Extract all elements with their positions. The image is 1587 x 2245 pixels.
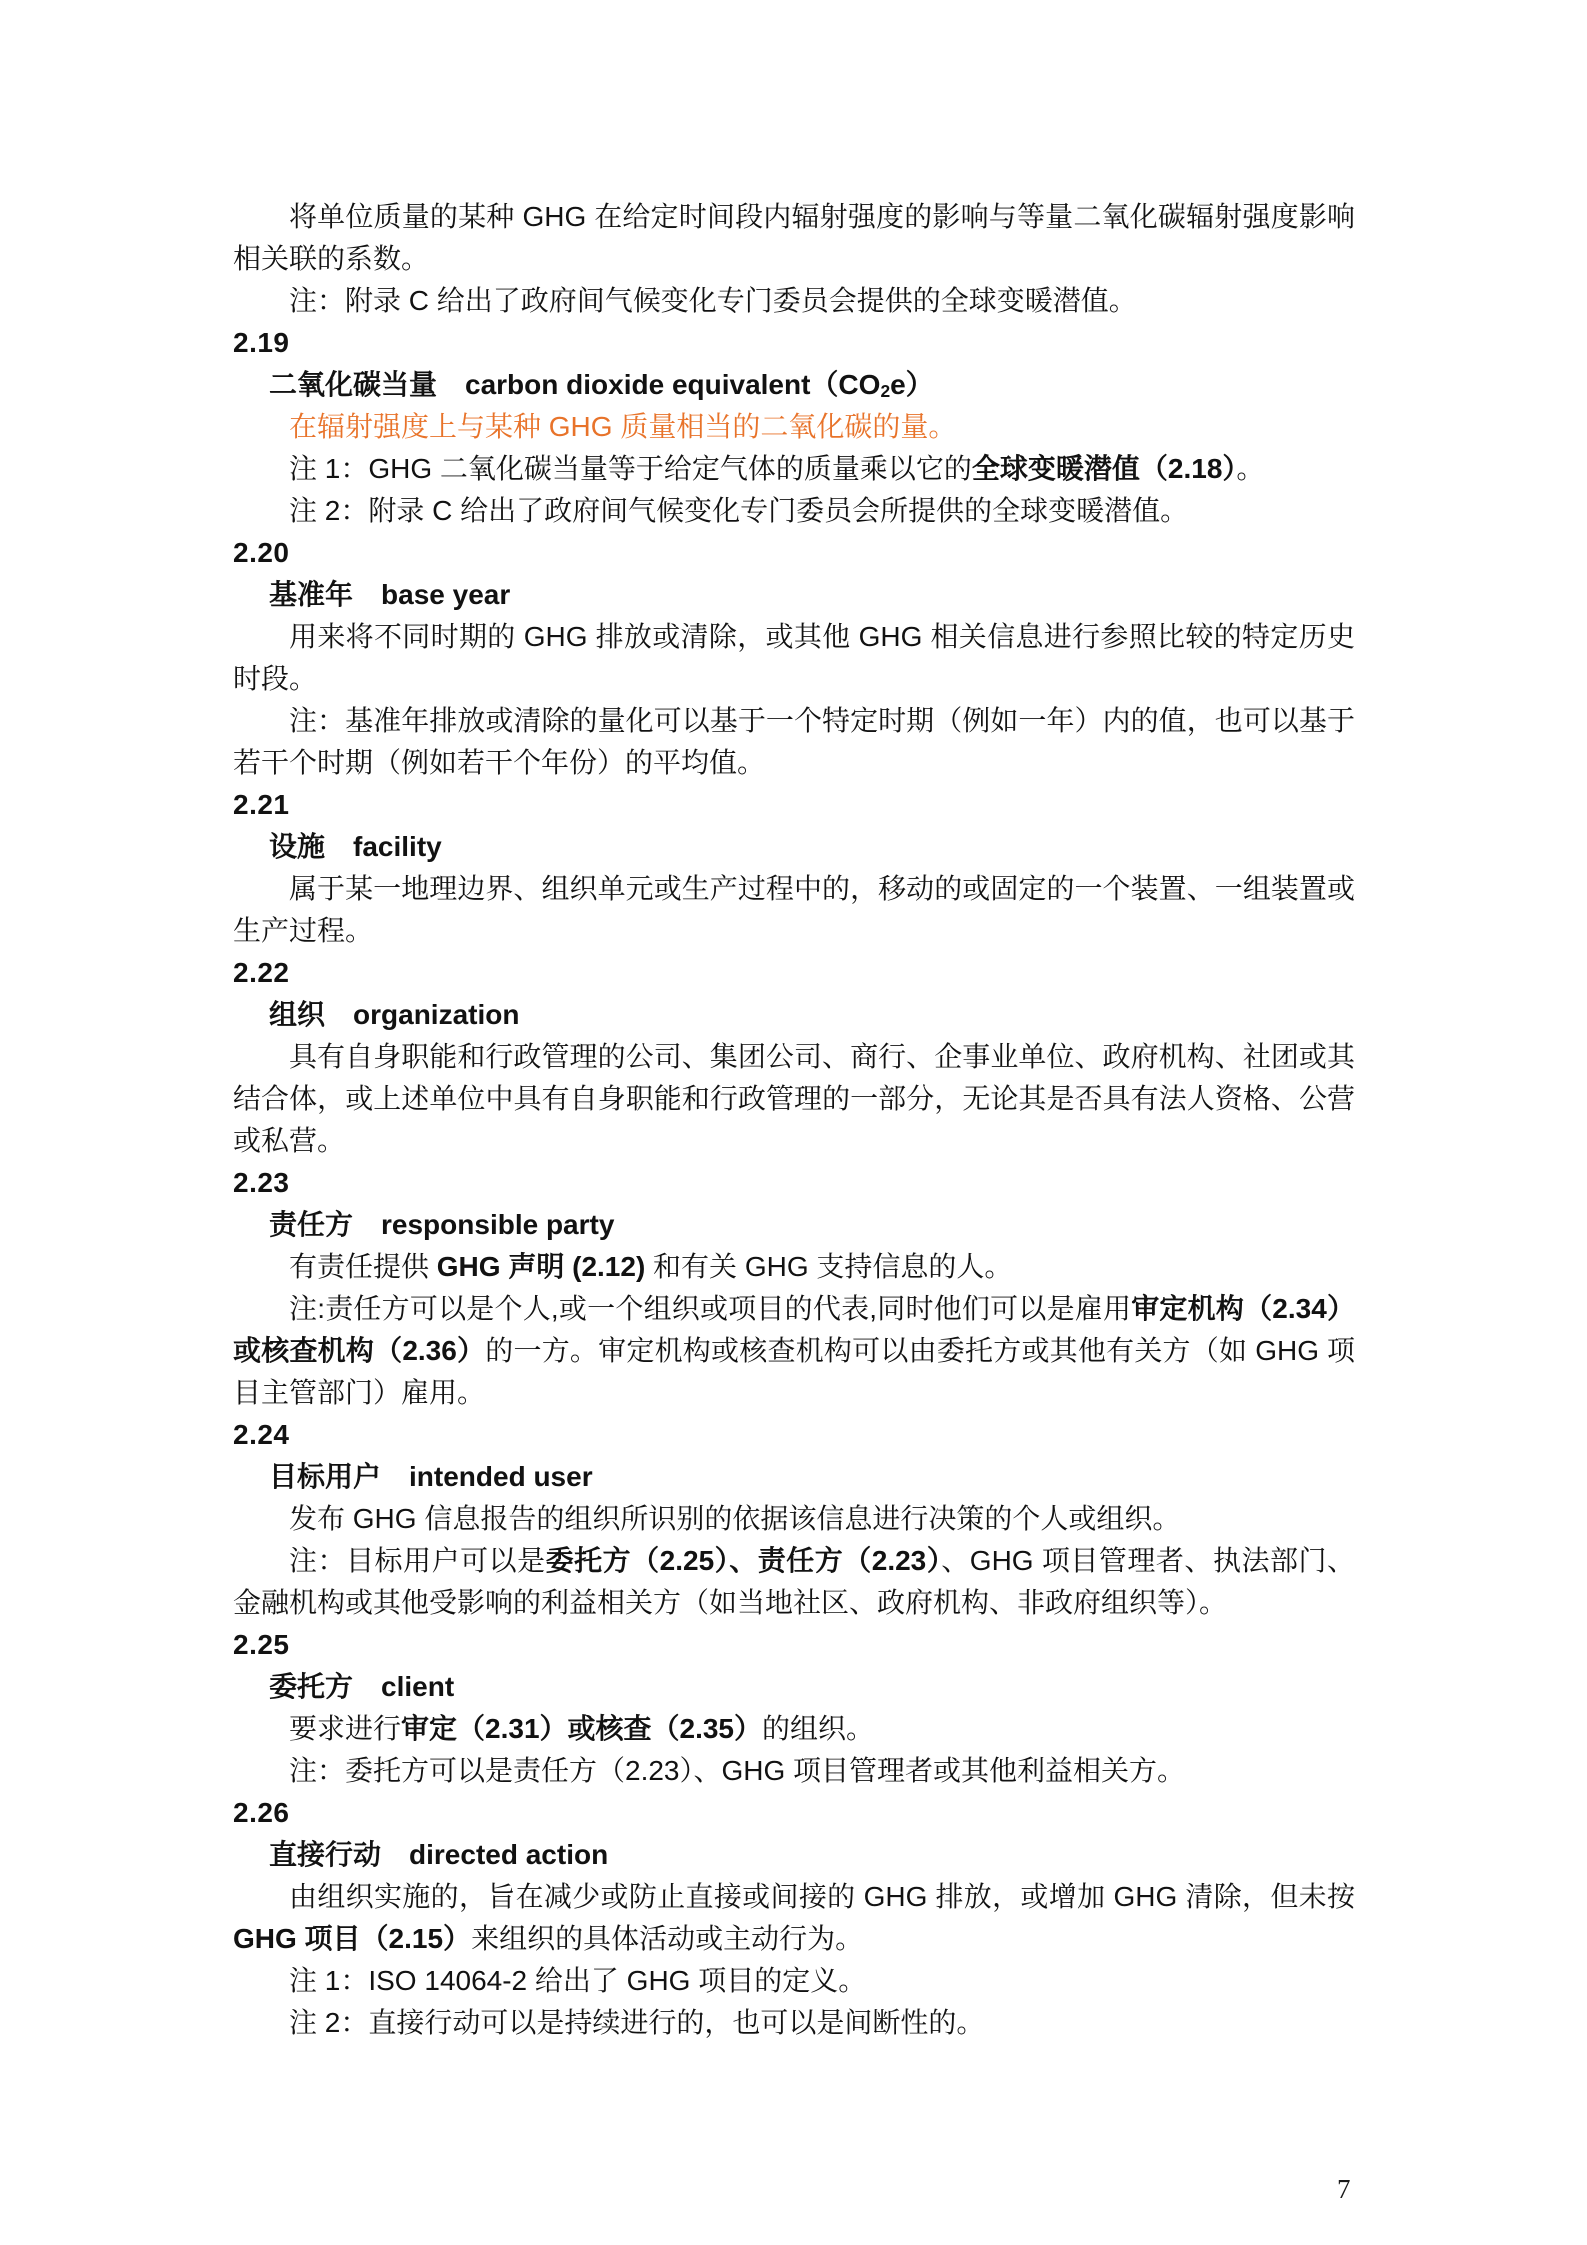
text-run: 注 1：GHG 二氧化碳当量等于给定气体的质量乘以它的 bbox=[289, 453, 972, 484]
term-heading bbox=[233, 1834, 1355, 1876]
term-heading bbox=[233, 1456, 1355, 1498]
definition-paragraph bbox=[233, 196, 1355, 280]
note-paragraph bbox=[233, 490, 1355, 532]
definition-paragraph bbox=[233, 1708, 1355, 1750]
text-run: 属于某一地理边界、组织单元或生产过程中的，移动的或固定的一个装置、一组装置或生产过程。 bbox=[233, 873, 1355, 946]
text-run: 注：附录 C 给出了政府间气候变化专门委员会提供的全球变暖潜值。 bbox=[289, 285, 1137, 316]
text-run: 组织 bbox=[269, 999, 354, 1030]
text-run: 设施 bbox=[269, 831, 354, 862]
text-run: 将单位质量的某种 GHG 在给定时间段内辐射强度的影响与等量二氧化碳辐射强度影响相关联的系数。 bbox=[233, 201, 1355, 274]
definition-paragraph bbox=[233, 1876, 1355, 1960]
section-number bbox=[233, 1414, 1355, 1456]
text-run: 的一方。审定机构或核查机构可以由委托方或其他有关方（如 GHG 项目主管部门）雇用。 bbox=[233, 1335, 1355, 1408]
note-paragraph bbox=[233, 448, 1355, 490]
text-run: 审定机构（2.34）或核查机构（2.36） bbox=[233, 1293, 1356, 1366]
section-number bbox=[233, 532, 1355, 574]
text-run: 注 2：直接行动可以是持续进行的，也可以是间断性的。 bbox=[289, 2007, 985, 2038]
text-run: 来组织的具体活动或主动行为。 bbox=[471, 1923, 864, 1954]
text-run: responsible party bbox=[381, 1209, 615, 1240]
text-run: 全球变暖潜值（2.18） bbox=[971, 453, 1237, 484]
term-heading bbox=[233, 994, 1355, 1036]
section-number bbox=[233, 952, 1355, 994]
text-run: e） bbox=[890, 369, 934, 400]
text-run: 委托方 bbox=[269, 1671, 382, 1702]
text-run: 和有关 GHG 支持信息的人。 bbox=[653, 1251, 1013, 1282]
text-run: 2 bbox=[880, 381, 891, 402]
text-run: carbon dioxide equivalent（CO bbox=[465, 369, 881, 400]
section-number bbox=[233, 322, 1355, 364]
text-run: 用来将不同时期的 GHG 排放或清除，或其他 GHG 相关信息进行参照比较的特定历史时段。 bbox=[233, 621, 1355, 694]
text-run: 注 2：附录 C 给出了政府间气候变化专门委员会所提供的全球变暖潜值。 bbox=[289, 495, 1189, 526]
text-run: 审定（2.31）或核查（2.35） bbox=[401, 1713, 763, 1744]
text-run: directed action bbox=[409, 1839, 609, 1870]
text-run: 2.23 bbox=[233, 1167, 290, 1198]
section-number bbox=[233, 1162, 1355, 1204]
term-heading bbox=[233, 1666, 1355, 1708]
text-run: 委托方（2.25）、责任方（2.23） bbox=[545, 1545, 942, 1576]
term-heading bbox=[233, 574, 1355, 616]
page-number: 7 bbox=[1337, 2174, 1351, 2204]
text-run: 2.25 bbox=[233, 1629, 290, 1660]
text-run: 。 bbox=[1236, 453, 1265, 484]
section-number bbox=[233, 784, 1355, 826]
text-run: GHG 项目（2.15） bbox=[233, 1923, 472, 1954]
definition-paragraph bbox=[233, 406, 1355, 448]
section-number bbox=[233, 1624, 1355, 1666]
term-heading bbox=[233, 826, 1355, 868]
note-paragraph bbox=[233, 700, 1355, 784]
note-paragraph bbox=[233, 2002, 1355, 2044]
text-run: base year bbox=[381, 579, 511, 610]
definition-paragraph bbox=[233, 1246, 1355, 1288]
note-paragraph bbox=[233, 280, 1355, 322]
text-run: 基准年 bbox=[269, 579, 382, 610]
text-run: 注：委托方可以是责任方（2.23）、GHG 项目管理者或其他利益相关方。 bbox=[289, 1755, 1186, 1786]
text-run: 发布 GHG 信息报告的组织所识别的依据该信息进行决策的个人或组织。 bbox=[289, 1503, 1181, 1534]
text-run: 2.22 bbox=[233, 957, 290, 988]
text-run: 注：基准年排放或清除的量化可以基于一个特定时期（例如一年）内的值，也可以基于若干个时期（例如若干个年份）的平均值。 bbox=[233, 705, 1355, 778]
section-number bbox=[233, 1792, 1355, 1834]
text-run: 由组织实施的，旨在减少或防止直接或间接的 GHG 排放，或增加 GHG 清除，但未按 bbox=[289, 1881, 1355, 1912]
text-run: 注:责任方可以是个人,或一个组织或项目的代表,同时他们可以是雇用 bbox=[289, 1293, 1132, 1324]
text-run: 2.21 bbox=[233, 789, 290, 820]
definition-paragraph bbox=[233, 868, 1355, 952]
term-heading bbox=[233, 364, 1355, 406]
text-run: 责任方 bbox=[269, 1209, 382, 1240]
text-run: 直接行动 bbox=[269, 1839, 410, 1870]
text-run: facility bbox=[353, 831, 442, 862]
text-run: 具有自身职能和行政管理的公司、集团公司、商行、企事业单位、政府机构、社团或其结合体，或上述单位中具有自身职能和行政管理的一部分，无论其是否具有法人资格、公营或私营。 bbox=[233, 1041, 1355, 1156]
text-run: 目标用户 bbox=[269, 1461, 410, 1492]
text-run: 要求进行 bbox=[289, 1713, 402, 1744]
text-run: 在辐射强度上与某种 GHG 质量相当的二氧化碳的量。 bbox=[289, 411, 957, 442]
content-area bbox=[233, 196, 1355, 2044]
text-run: 2.19 bbox=[233, 327, 290, 358]
note-paragraph bbox=[233, 1750, 1355, 1792]
text-run: 的组织。 bbox=[762, 1713, 875, 1744]
text-run: 2.24 bbox=[233, 1419, 290, 1450]
definition-paragraph bbox=[233, 1498, 1355, 1540]
definition-paragraph bbox=[233, 1036, 1355, 1162]
text-run: 2.20 bbox=[233, 537, 290, 568]
note-paragraph bbox=[233, 1960, 1355, 2002]
text-run: GHG 声明 (2.12) bbox=[436, 1251, 654, 1282]
text-run: 、GHG 项目管理者、执法部门、金融机构或其他受影响的利益相关方（如当地社区、政府机构、非政府组织等）。 bbox=[233, 1545, 1355, 1618]
text-run: 2.26 bbox=[233, 1797, 290, 1828]
text-run: client bbox=[381, 1671, 455, 1702]
text-run: 有责任提供 bbox=[289, 1251, 437, 1282]
note-paragraph bbox=[233, 1288, 1355, 1414]
text-run: 注：目标用户可以是 bbox=[289, 1545, 546, 1576]
text-run: 二氧化碳当量 bbox=[269, 369, 466, 400]
term-heading bbox=[233, 1204, 1355, 1246]
text-run: 注 1：ISO 14064-2 给出了 GHG 项目的定义。 bbox=[289, 1965, 867, 1996]
definition-paragraph bbox=[233, 616, 1355, 700]
text-run: intended user bbox=[409, 1461, 593, 1492]
note-paragraph bbox=[233, 1540, 1355, 1624]
text-run: organization bbox=[353, 999, 520, 1030]
